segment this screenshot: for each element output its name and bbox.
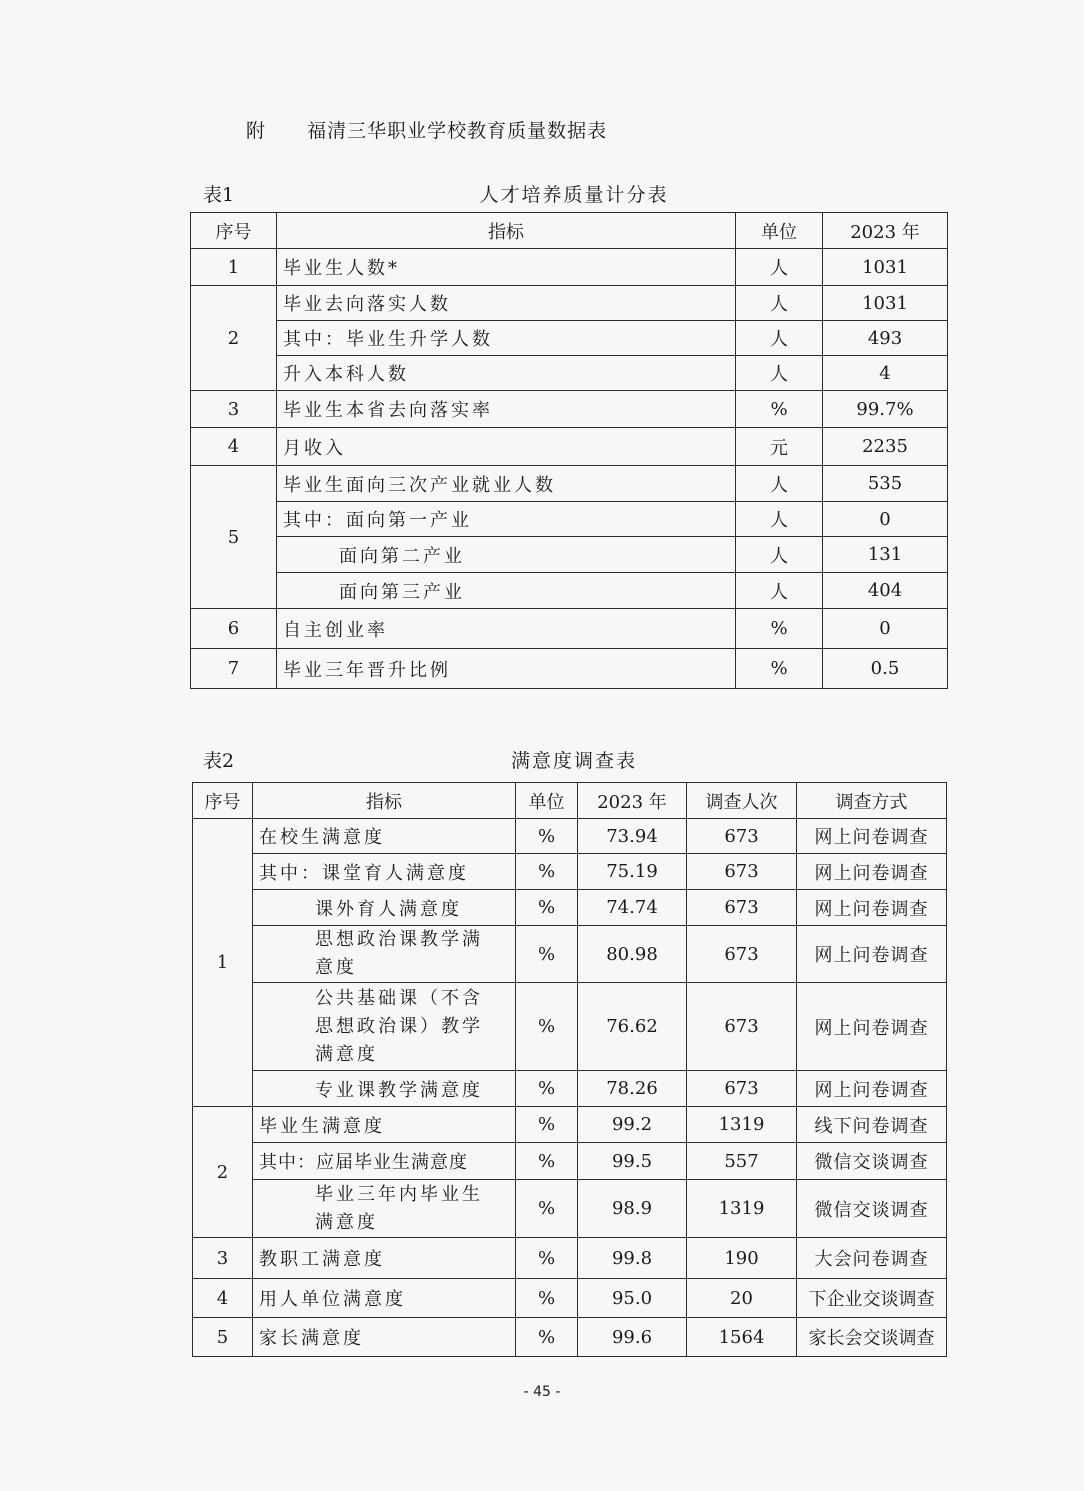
unit-cell: % xyxy=(516,1071,578,1107)
count-cell: 20 xyxy=(687,1279,797,1318)
indicator-cell: 自主创业率 xyxy=(277,609,736,649)
value-cell: 4 xyxy=(823,356,948,391)
table1-title: 人才培养质量计分表 xyxy=(479,184,669,206)
indicator-cell: 面向第三产业 xyxy=(277,573,736,609)
indicator-cell: 毕业生人数* xyxy=(277,249,736,286)
indicator-cell: 升入本科人数 xyxy=(277,356,736,391)
value-cell: 1031 xyxy=(823,249,948,286)
indicator-cell: 其中：应届毕业生满意度 xyxy=(253,1143,516,1180)
unit-cell: % xyxy=(516,819,578,854)
value-cell: 73.94 xyxy=(578,819,687,854)
indicator-cell: 其中：课堂育人满意度 xyxy=(253,854,516,890)
table2-number: 表2 xyxy=(203,750,235,772)
unit-cell: 人 xyxy=(736,286,823,321)
indicator-cell: 教职工满意度 xyxy=(253,1238,516,1279)
method-cell: 网上问卷调查 xyxy=(797,1071,947,1107)
method-cell: 微信交谈调查 xyxy=(797,1180,947,1238)
row-number: 1 xyxy=(191,249,277,286)
table-row xyxy=(191,502,948,537)
count-cell: 557 xyxy=(687,1143,797,1180)
talent-quality-table xyxy=(190,212,948,689)
indicator-cell: 其中：面向第一产业 xyxy=(277,502,736,537)
count-cell: 673 xyxy=(687,890,797,926)
header-cell: 2023 年 xyxy=(578,783,687,819)
unit-cell: % xyxy=(736,391,823,428)
header-cell: 2023 年 xyxy=(823,213,948,249)
unit-cell: 人 xyxy=(736,537,823,573)
indicator-cell: 专业课教学满意度 xyxy=(253,1071,516,1107)
row-number: 3 xyxy=(191,391,277,428)
value-cell: 99.2 xyxy=(578,1107,687,1143)
table-row xyxy=(191,391,948,428)
indicator-cell: 在校生满意度 xyxy=(253,819,516,854)
row-number: 1 xyxy=(193,819,253,1107)
row-number: 6 xyxy=(191,609,277,649)
count-cell: 673 xyxy=(687,854,797,890)
table-row xyxy=(191,321,948,356)
header-cell: 调查方式 xyxy=(797,783,947,819)
indicator-cell: 家长满意度 xyxy=(253,1318,516,1357)
table-row xyxy=(193,1107,947,1143)
header-cell: 指标 xyxy=(277,213,736,249)
table-row xyxy=(193,983,947,1071)
unit-cell: % xyxy=(516,1107,578,1143)
method-cell: 家长会交谈调查 xyxy=(797,1318,947,1357)
indicator-cell: 毕业三年内毕业生 满意度 xyxy=(253,1180,516,1238)
unit-cell: % xyxy=(516,854,578,890)
indicator-cell: 毕业生满意度 xyxy=(253,1107,516,1143)
indicator-cell: 面向第二产业 xyxy=(277,537,736,573)
row-number: 2 xyxy=(193,1107,253,1238)
unit-cell: % xyxy=(516,1279,578,1318)
unit-cell: % xyxy=(516,890,578,926)
value-cell: 99.6 xyxy=(578,1318,687,1357)
table-row xyxy=(193,926,947,983)
value-cell: 99.7% xyxy=(823,391,948,428)
indicator-cell: 课外育人满意度 xyxy=(253,890,516,926)
unit-cell: % xyxy=(516,1238,578,1279)
unit-cell: 元 xyxy=(736,428,823,466)
method-cell: 线下问卷调查 xyxy=(797,1107,947,1143)
table2-title: 满意度调查表 xyxy=(510,750,637,772)
table-row xyxy=(191,537,948,573)
unit-cell: 人 xyxy=(736,321,823,356)
row-number: 3 xyxy=(193,1238,253,1279)
value-cell: 493 xyxy=(823,321,948,356)
header-cell: 序号 xyxy=(193,783,253,819)
unit-cell: 人 xyxy=(736,249,823,286)
value-cell: 95.0 xyxy=(578,1279,687,1318)
indicator-cell: 毕业生本省去向落实率 xyxy=(277,391,736,428)
unit-cell: 人 xyxy=(736,466,823,502)
value-cell: 131 xyxy=(823,537,948,573)
count-cell: 1564 xyxy=(687,1318,797,1357)
indicator-cell: 其中：毕业生升学人数 xyxy=(277,321,736,356)
satisfaction-survey-table xyxy=(192,782,947,1357)
value-cell: 0.5 xyxy=(823,649,948,689)
value-cell: 78.26 xyxy=(578,1071,687,1107)
value-cell: 2235 xyxy=(823,428,948,466)
indicator-cell: 毕业去向落实人数 xyxy=(277,286,736,321)
indicator-cell: 月收入 xyxy=(277,428,736,466)
count-cell: 1319 xyxy=(687,1107,797,1143)
method-cell: 网上问卷调查 xyxy=(797,854,947,890)
unit-cell: % xyxy=(736,649,823,689)
appendix-label: 附 xyxy=(246,120,267,142)
value-cell: 76.62 xyxy=(578,983,687,1071)
table-row xyxy=(193,1238,947,1279)
value-cell: 98.9 xyxy=(578,1180,687,1238)
table-header-row xyxy=(191,213,948,249)
method-cell: 网上问卷调查 xyxy=(797,890,947,926)
unit-cell: % xyxy=(516,926,578,983)
table-row xyxy=(191,573,948,609)
value-cell: 0 xyxy=(823,609,948,649)
table-row xyxy=(191,649,948,689)
indicator-cell: 毕业生面向三次产业就业人数 xyxy=(277,466,736,502)
method-cell: 大会问卷调查 xyxy=(797,1238,947,1279)
unit-cell: 人 xyxy=(736,573,823,609)
indicator-cell: 公共基础课（不含 思想政治课）教学 满意度 xyxy=(253,983,516,1071)
table1-number: 表1 xyxy=(203,184,235,206)
unit-cell: % xyxy=(516,1318,578,1357)
table-row xyxy=(191,428,948,466)
table-row xyxy=(193,819,947,854)
indicator-cell: 思想政治课教学满 意度 xyxy=(253,926,516,983)
row-number: 2 xyxy=(191,286,277,391)
value-cell: 535 xyxy=(823,466,948,502)
header-cell: 序号 xyxy=(191,213,277,249)
table-row xyxy=(191,249,948,286)
header-cell: 调查人次 xyxy=(687,783,797,819)
appendix-heading xyxy=(246,116,607,143)
row-number: 7 xyxy=(191,649,277,689)
indicator-cell: 用人单位满意度 xyxy=(253,1279,516,1318)
unit-cell: % xyxy=(516,1180,578,1238)
table-row xyxy=(191,609,948,649)
table-row xyxy=(191,286,948,321)
table-row xyxy=(191,356,948,391)
table-row xyxy=(193,890,947,926)
unit-cell: 人 xyxy=(736,502,823,537)
count-cell: 190 xyxy=(687,1238,797,1279)
row-number: 4 xyxy=(193,1279,253,1318)
header-cell: 单位 xyxy=(736,213,823,249)
unit-cell: % xyxy=(516,1143,578,1180)
table-row xyxy=(193,1180,947,1238)
table-row xyxy=(193,1318,947,1357)
table-row xyxy=(193,854,947,890)
value-cell: 80.98 xyxy=(578,926,687,983)
unit-cell: 人 xyxy=(736,356,823,391)
method-cell: 网上问卷调查 xyxy=(797,983,947,1071)
unit-cell: % xyxy=(516,983,578,1071)
method-cell: 微信交谈调查 xyxy=(797,1143,947,1180)
row-number: 5 xyxy=(191,466,277,609)
unit-cell: % xyxy=(736,609,823,649)
method-cell: 网上问卷调查 xyxy=(797,926,947,983)
value-cell: 99.5 xyxy=(578,1143,687,1180)
value-cell: 99.8 xyxy=(578,1238,687,1279)
indicator-cell: 毕业三年晋升比例 xyxy=(277,649,736,689)
value-cell: 404 xyxy=(823,573,948,609)
value-cell: 0 xyxy=(823,502,948,537)
method-cell: 下企业交谈调查 xyxy=(797,1279,947,1318)
count-cell: 673 xyxy=(687,819,797,854)
header-cell: 指标 xyxy=(253,783,516,819)
table-row xyxy=(193,1143,947,1180)
row-number: 4 xyxy=(191,428,277,466)
header-cell: 单位 xyxy=(516,783,578,819)
table2-caption xyxy=(203,746,945,773)
value-cell: 75.19 xyxy=(578,854,687,890)
table-row xyxy=(193,1071,947,1107)
table-row xyxy=(191,466,948,502)
table-row xyxy=(193,1279,947,1318)
value-cell: 74.74 xyxy=(578,890,687,926)
appendix-title: 福清三华职业学校教育质量数据表 xyxy=(307,120,608,142)
page-number: - 45 - xyxy=(523,1384,561,1400)
count-cell: 673 xyxy=(687,983,797,1071)
row-number: 5 xyxy=(193,1318,253,1357)
method-cell: 网上问卷调查 xyxy=(797,819,947,854)
value-cell: 1031 xyxy=(823,286,948,321)
count-cell: 1319 xyxy=(687,1180,797,1238)
table-header-row xyxy=(193,783,947,819)
count-cell: 673 xyxy=(687,926,797,983)
table1-caption xyxy=(203,180,945,207)
count-cell: 673 xyxy=(687,1071,797,1107)
